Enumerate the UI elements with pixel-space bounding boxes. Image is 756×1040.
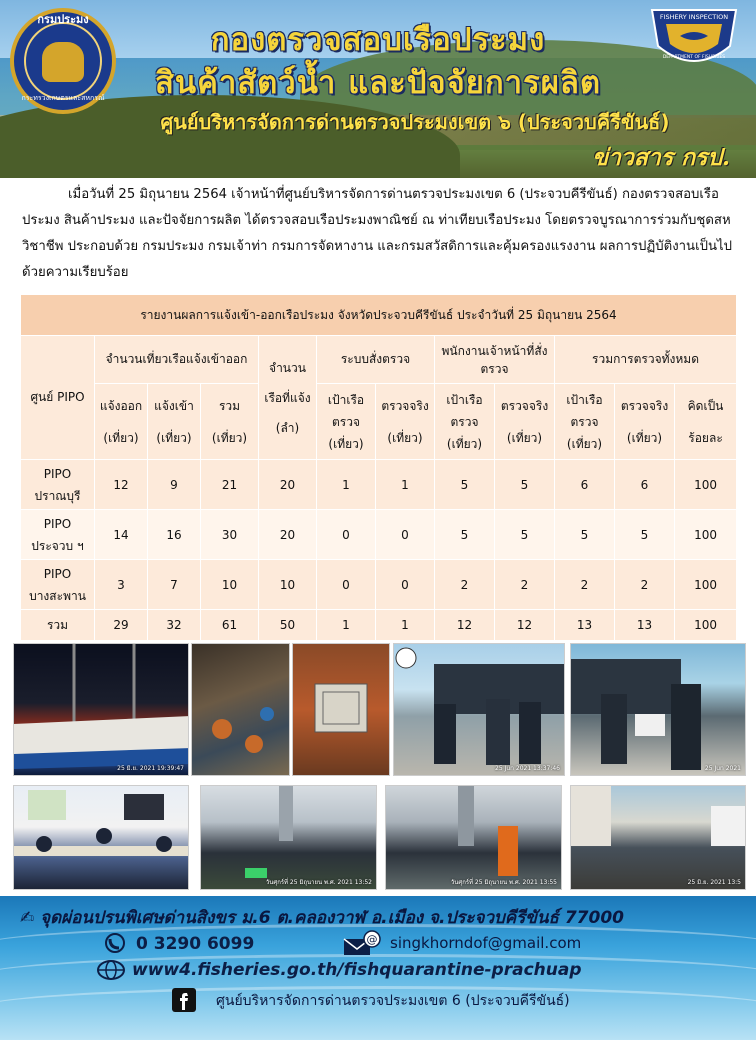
subheader-total-actual: ตรวจจริง (เที่ยว) <box>615 384 675 460</box>
total-system-target: 1 <box>317 610 376 641</box>
logo-left-top-text: กรมประมง <box>37 13 89 26</box>
cell-out: 12 <box>95 460 148 510</box>
badge-top-text: FISHERY INSPECTION <box>659 13 729 21</box>
cell-system-target: 0 <box>317 560 376 610</box>
globe-icon <box>96 959 126 981</box>
total-label: รวม <box>21 610 95 641</box>
cell-officer-actual: 5 <box>495 460 555 510</box>
footer-email[interactable]: singkhorndof@gmail.com <box>390 934 582 952</box>
subheader-officer-target: เป้าเรือตรวจ (เที่ยว) <box>435 384 495 460</box>
subheader-total-target: เป้าเรือตรวจ (เที่ยว) <box>555 384 615 460</box>
header-boats <box>259 336 317 460</box>
intro-paragraph: เมื่อวันที่ 25 มิถุนายน 2564 เจ้าหน้าที่ศูนย์บริหารจัดการด่านตรวจประมงเขต 6 (ประจวบคีรีขันธ์) กองตรวจสอบเรือประมง สินค้าประมง และปัจจัยการผลิต ได้ตรวจสอบเรือประมงพาณิชย์ ณ ท่าเทียบเรือประมง โดยตรวจบูรณาการร่วมกับชุดสหวิชาชีพ ประกอบด้วย กรมประมง กรมเจ้าท่า กรมการจัดหางาน และกรมสวัสดิการและคุ้มครองแรงงาน ผลการปฏิบัติงานเป็นไปด้วยความเรียบร้อย <box>22 187 732 280</box>
footer-phone[interactable]: 0 3290 6099 <box>136 934 255 954</box>
photo-timestamp: 25 Jun 2021 <box>704 765 741 772</box>
svg-text:@: @ <box>366 933 378 946</box>
subheader-in: แจ้งเข้า (เที่ยว) <box>148 384 201 460</box>
cell-system-actual: 1 <box>376 460 435 510</box>
table-row <box>21 510 737 560</box>
cell-system-actual: 0 <box>376 510 435 560</box>
photo-hull-marking <box>292 643 390 776</box>
photo-pier-inspection-2 <box>385 785 562 890</box>
contact-footer <box>0 896 756 1040</box>
report-table <box>20 294 737 641</box>
cell-percent: 100 <box>675 560 737 610</box>
cell-total-target: 2 <box>555 560 615 610</box>
cell-total-target: 6 <box>555 460 615 510</box>
photo-fishing-gear <box>191 643 290 776</box>
logo-left-bottom-text: กระทรวงเกษตรและสหกรณ์ <box>21 94 105 102</box>
total-sum: 61 <box>201 610 259 641</box>
cell-boats: 20 <box>259 460 317 510</box>
subheader-out: แจ้งออก (เที่ยว) <box>95 384 148 460</box>
total-percent: 100 <box>675 610 737 641</box>
photo-office-meeting <box>13 785 189 890</box>
subheader-officer-actual: ตรวจจริง (เที่ยว) <box>495 384 555 460</box>
cell-sum: 21 <box>201 460 259 510</box>
cell-officer-target: 5 <box>435 460 495 510</box>
total-total-target: 13 <box>555 610 615 641</box>
subheader-percent: คิดเป็น ร้อยละ <box>675 384 737 460</box>
header-system: ระบบสั่งตรวจ <box>317 336 435 384</box>
table-caption: รายงานผลการแจ้งเข้า-ออกเรือประมง จังหวัดประจวบคีรีขันธ์ ประจำวันที่ 25 มิถุนายน 2564 <box>21 295 737 336</box>
cell-system-target: 1 <box>317 460 376 510</box>
subheader-system-target: เป้าเรือตรวจ (เที่ยว) <box>317 384 376 460</box>
total-officer-actual: 12 <box>495 610 555 641</box>
page-subtitle: ศูนย์บริหารจัดการด่านตรวจประมงเขต ๖ (ประจวบคีรีขันธ์) <box>160 110 670 134</box>
photo-street-inspection <box>570 785 746 890</box>
photo-timestamp: 25 Jun 2021 13:37:46 <box>495 765 560 772</box>
cell-officer-target: 5 <box>435 510 495 560</box>
photo-timestamp: วันศุกร์ที่ 25 มิถุนายน พ.ศ. 2021 13:55 <box>450 879 557 886</box>
photo-inspection-truck-2 <box>570 643 746 776</box>
total-total-actual: 13 <box>615 610 675 641</box>
page-title-line2: สินค้าสัตว์น้ำ และปัจจัยการผลิต <box>154 65 602 101</box>
table-header-row-1 <box>21 336 737 384</box>
cell-total-actual: 5 <box>615 510 675 560</box>
cell-system-target: 0 <box>317 510 376 560</box>
photo-fishing-boat-night <box>13 643 189 776</box>
location-pin-icon: ✍ <box>20 908 35 928</box>
cell-percent: 100 <box>675 460 737 510</box>
cell-total-actual: 2 <box>615 560 675 610</box>
cell-out: 3 <box>95 560 148 610</box>
news-label: ข่าวสาร กรป. <box>592 144 730 171</box>
total-out: 29 <box>95 610 148 641</box>
header-trips: จำนวนเที่ยวเรือแจ้งเข้าออก <box>95 336 259 384</box>
photo-timestamp: 25 มิ.ย. 2021 13:5 <box>687 879 741 886</box>
photo-timestamp: 25 มิ.ย. 2021 19:39:47 <box>117 765 184 772</box>
phone-icon <box>104 932 130 954</box>
cell-sum: 10 <box>201 560 259 610</box>
cell-boats: 10 <box>259 560 317 610</box>
total-officer-target: 12 <box>435 610 495 641</box>
cell-boats: 20 <box>259 510 317 560</box>
row-center-name: PIPO ปราณบุรี <box>21 460 95 510</box>
photo-timestamp: วันศุกร์ที่ 25 มิถุนายน พ.ศ. 2021 13:52 <box>265 879 372 886</box>
total-in: 32 <box>148 610 201 641</box>
table-header-row-2 <box>21 384 737 460</box>
row-center-name: PIPO ประจวบ ฯ <box>21 510 95 560</box>
header-officer: พนักงานเจ้าหน้าที่สั่งตรวจ <box>435 336 555 384</box>
subheader-sum: รวม (เที่ยว) <box>201 384 259 460</box>
header-total: รวมการตรวจทั้งหมด <box>555 336 737 384</box>
cell-system-actual: 0 <box>376 560 435 610</box>
footer-website-link[interactable]: www4.fisheries.go.th/fishquarantine-prachuap <box>132 960 582 980</box>
cell-sum: 30 <box>201 510 259 560</box>
cell-total-target: 5 <box>555 510 615 560</box>
header-boats-line1: จำนวน <box>269 360 306 375</box>
email-icon <box>342 930 382 956</box>
table-caption-row <box>21 295 737 336</box>
table-total-row <box>21 610 737 641</box>
cell-in: 7 <box>148 560 201 610</box>
cell-total-actual: 6 <box>615 460 675 510</box>
header-boats-unit: (ลำ) <box>275 420 300 435</box>
page-title-line1: กองตรวจสอบเรือประมง <box>210 22 546 58</box>
cell-officer-actual: 5 <box>495 510 555 560</box>
footer-address <box>20 904 624 931</box>
photo-pier-inspection-1 <box>200 785 377 890</box>
badge-bottom-text: DEPARTMENT OF FISHERIES <box>662 55 726 60</box>
cell-officer-actual: 2 <box>495 560 555 610</box>
row-center-name: PIPO บางสะพาน <box>21 560 95 610</box>
cell-officer-target: 2 <box>435 560 495 610</box>
facebook-icon[interactable] <box>172 988 196 1012</box>
header-boats-line2: เรือที่แจ้ง <box>264 390 311 405</box>
subheader-system-actual: ตรวจจริง (เที่ยว) <box>376 384 435 460</box>
cell-in: 9 <box>148 460 201 510</box>
footer-facebook-page[interactable]: ศูนย์บริหารจัดการด่านตรวจประมงเขต 6 (ประจวบคีรีขันธ์) <box>216 993 570 1009</box>
total-system-actual: 1 <box>376 610 435 641</box>
photo-inspection-truck-1 <box>393 643 565 776</box>
total-boats: 50 <box>259 610 317 641</box>
header-center: ศูนย์ PIPO <box>21 336 95 460</box>
cell-percent: 100 <box>675 510 737 560</box>
table-row <box>21 560 737 610</box>
header-banner <box>0 0 756 178</box>
cell-in: 16 <box>148 510 201 560</box>
table-row <box>21 460 737 510</box>
cell-out: 14 <box>95 510 148 560</box>
footer-address-text: จุดผ่อนปรนพิเศษด่านสิงขร ม.6 ต.คลองวาฬ อ.เมือง จ.ประจวบคีรีขันธ์ 77000 <box>40 908 624 928</box>
